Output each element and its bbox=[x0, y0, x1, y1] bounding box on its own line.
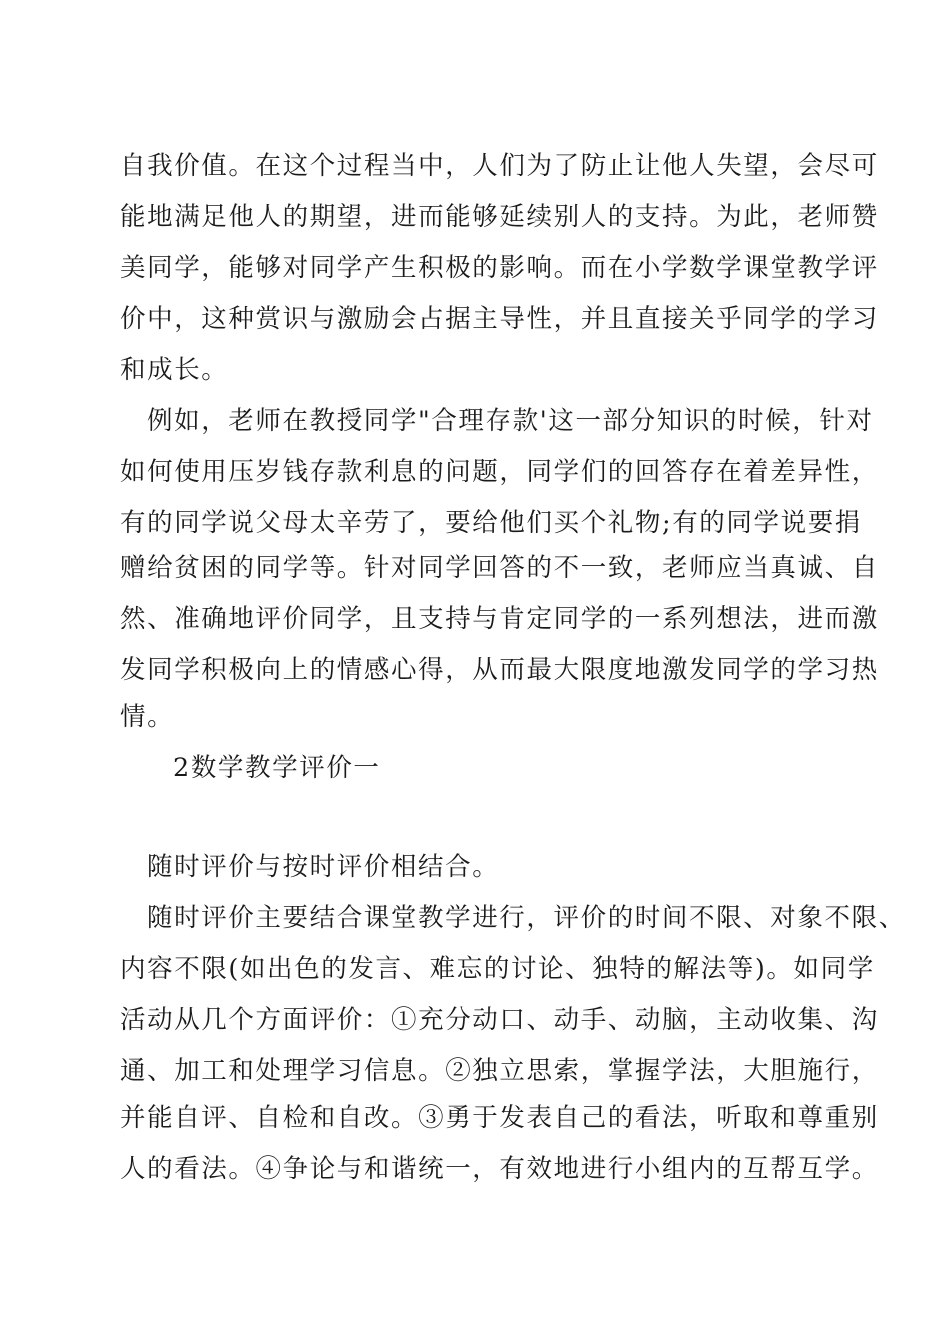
text-line: 活动从几个方面评价：①充分动口、动手、动脑，主动收集、沟 bbox=[120, 1005, 879, 1035]
paragraph-combined-evaluation: 随时评价与按时评价相结合。 bbox=[147, 852, 500, 882]
text-line: 情。 bbox=[120, 702, 175, 732]
text-line: 通、加工和处理学习信息。②独立思索，掌握学法，大胆施行， bbox=[120, 1056, 879, 1086]
text-line: 赠给贫困的同学等。针对同学回答的不一致，老师应当真诚、自 bbox=[120, 553, 879, 583]
text-line: 人的看法。④争论与和谐统一，有效地进行小组内的互帮互学。 bbox=[120, 1154, 879, 1184]
text-line: 然、准确地评价同学，且支持与肯定同学的一系列想法，进而激 bbox=[120, 604, 879, 634]
text-line: 和成长。 bbox=[120, 355, 229, 385]
text-line: 如何使用压岁钱存款利息的问题，同学们的回答存在着差异性， bbox=[120, 457, 879, 487]
text-line: 能地满足他人的期望，进而能够延续别人的支持。为此，老师赞 bbox=[120, 202, 879, 232]
section-heading: 2数学教学评价一 bbox=[173, 753, 381, 783]
text-line: 发同学积极向上的情感心得，从而最大限度地激发同学的学习热 bbox=[120, 655, 879, 685]
text-line: 内容不限(如出色的发言、难忘的讨论、独特的解法等)。如同学 bbox=[120, 954, 875, 984]
text-line: 美同学，能够对同学产生积极的影响。而在小学数学课堂教学评 bbox=[120, 253, 879, 283]
text-line: 有的同学说父母太辛劳了，要给他们买个礼物;有的同学说要捐 bbox=[120, 508, 862, 538]
text-line: 价中，这种赏识与激励会占据主导性，并且直接关乎同学的学习 bbox=[120, 304, 879, 334]
text-line: 并能自评、自检和自改。③勇于发表自己的看法，听取和尊重别 bbox=[120, 1103, 879, 1133]
text-line: 自我价值。在这个过程当中，人们为了防止让他人失望，会尽可 bbox=[120, 151, 879, 181]
text-line: 随时评价主要结合课堂教学进行，评价的时间不限、对象不限、 bbox=[147, 903, 906, 933]
text-line: 例如，老师在教授同学"合理存款'这一部分知识的时候，针对 bbox=[147, 406, 874, 436]
